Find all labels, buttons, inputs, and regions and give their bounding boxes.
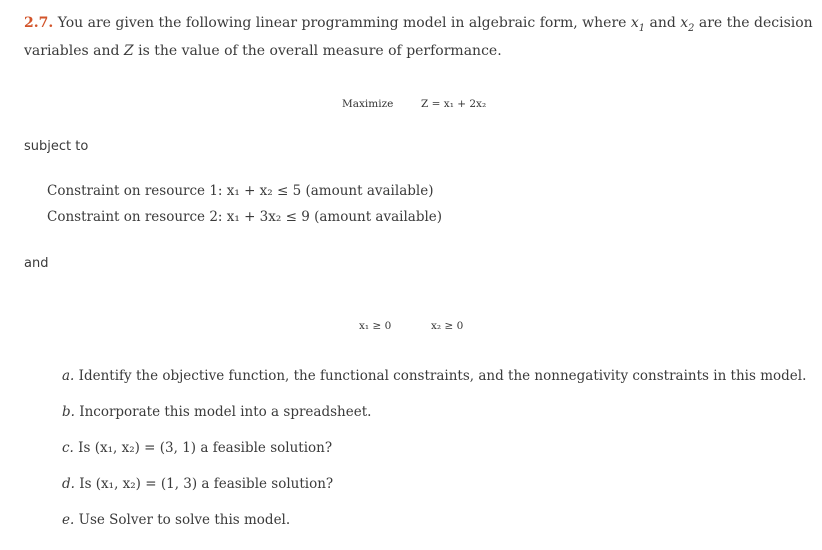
- intro-and: and: [649, 15, 676, 31]
- problem-number: 2.7.: [24, 15, 54, 31]
- subject-to-label: subject to: [24, 139, 89, 154]
- question-d: d. Is (x₁, x₂) = (1, 3) a feasible solution?: [62, 476, 334, 492]
- and-label: and: [24, 256, 49, 271]
- intro-text-3: is the value of the overall measure of performance.: [138, 42, 502, 59]
- nonnegativity-x2: x₂ ≥ 0: [431, 320, 464, 332]
- intro-Z: Z: [123, 42, 134, 59]
- question-b: b. Incorporate this model into a spreadsheet.: [62, 404, 372, 420]
- intro-text-1: You are given the following linear programming model in algebraic form, where: [57, 15, 627, 31]
- question-e: e. Use Solver to solve this model.: [62, 512, 291, 528]
- problem-intro: [24, 12, 814, 62]
- constraint-2: Constraint on resource 2: x₁ + 3x₂ ≤ 9 (amount available): [47, 209, 443, 225]
- constraint-1: Constraint on resource 1: x₁ + x₂ ≤ 5 (amount available): [47, 183, 434, 199]
- nonnegativity-x1: x₁ ≥ 0: [359, 320, 392, 332]
- intro-x1: $x_1$: [630, 15, 646, 34]
- intro-x2: $x_2$: [680, 15, 695, 34]
- intro-text-2: are the decision variables and: [24, 15, 813, 59]
- objective-expression: Z = x₁ + 2x₂: [421, 98, 487, 110]
- objective-keyword: Maximize: [342, 98, 394, 110]
- question-c: c. Is (x₁, x₂) = (3, 1) a feasible solution?: [62, 440, 333, 456]
- question-a: a. Identify the objective function, the functional constraints, and the nonnegativity constraints in this model.: [62, 368, 807, 384]
